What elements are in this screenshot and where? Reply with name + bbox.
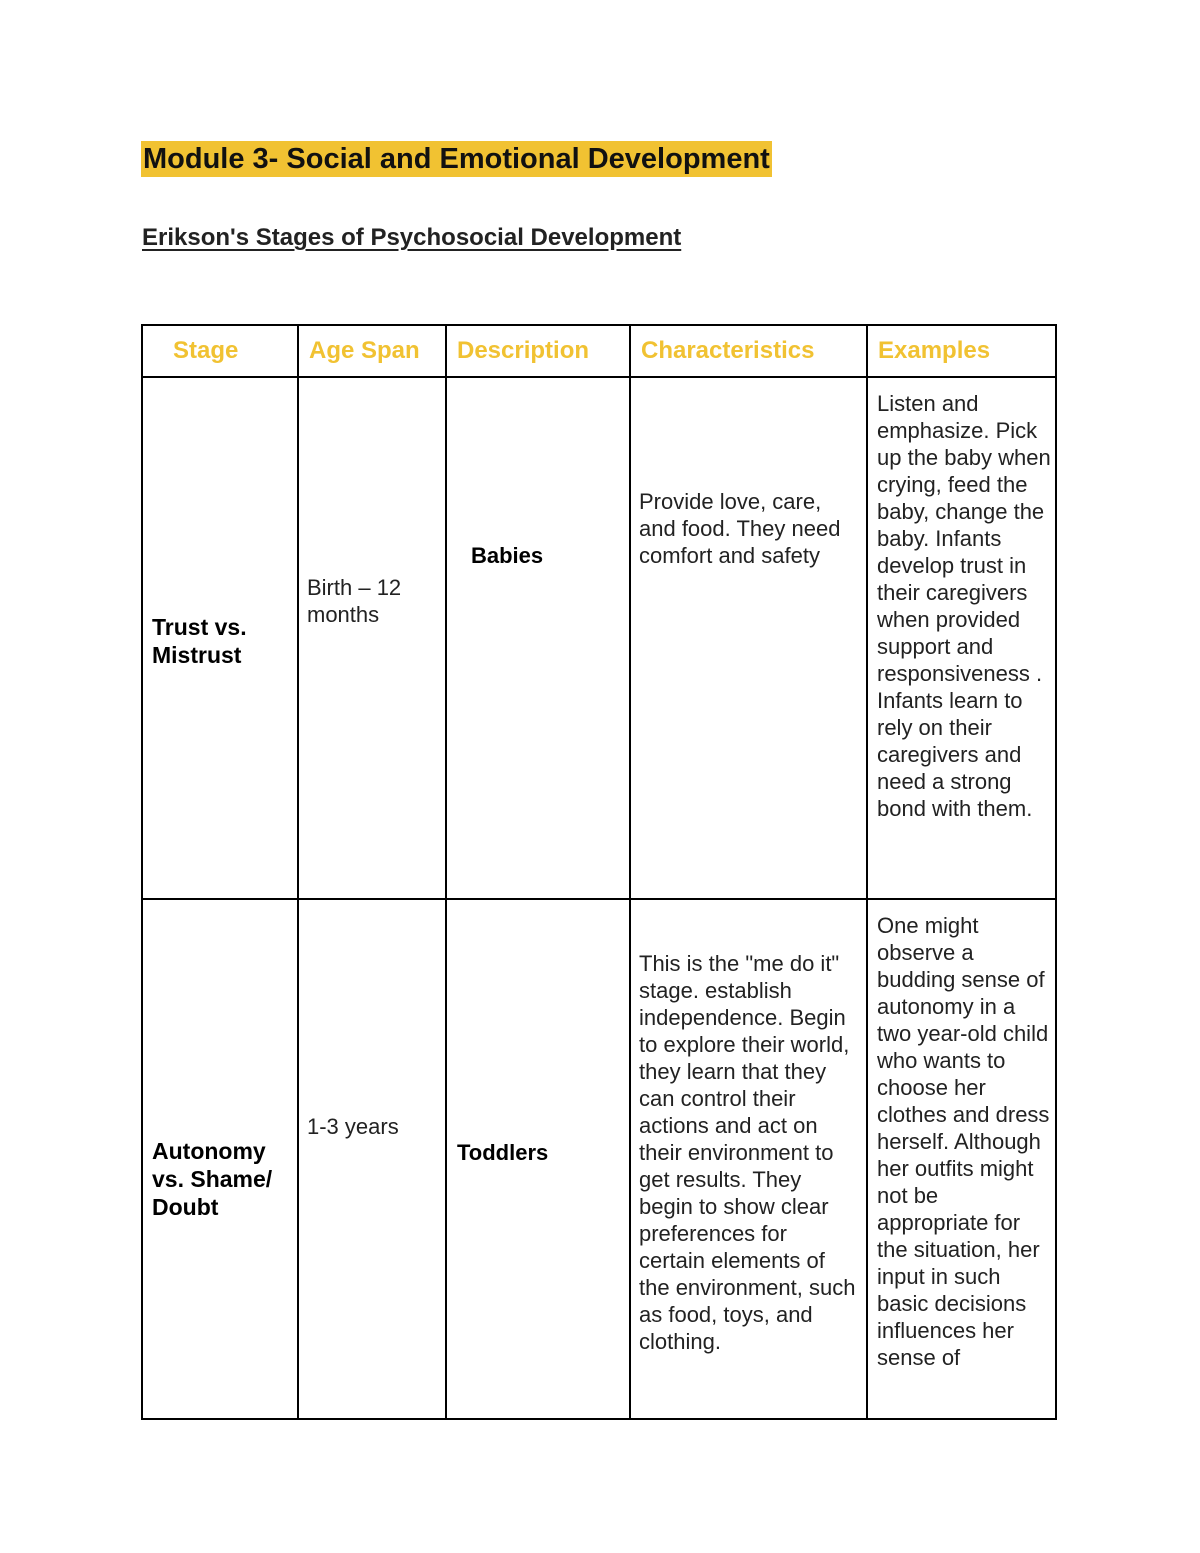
- stage-text: Autonomy vs. Shame/ Doubt: [152, 1138, 273, 1220]
- table-header-row: [142, 325, 1056, 377]
- table-row: [142, 377, 1056, 899]
- stage-cell: [142, 377, 298, 899]
- column-header-description: Description: [446, 325, 630, 377]
- module-title: Module 3- Social and Emotional Development: [143, 143, 770, 175]
- age-span-text: Birth – 12 months: [307, 575, 402, 627]
- characteristics-cell: [630, 377, 867, 899]
- characteristics-text: Provide love, care, and food. They need comfort and safety: [639, 489, 841, 568]
- description-cell: [446, 899, 630, 1419]
- age-span-cell: [298, 377, 446, 899]
- column-header-characteristics: Characteristics: [630, 325, 867, 377]
- column-header-stage: Stage: [142, 325, 298, 377]
- age-span-cell: [298, 899, 446, 1419]
- erikson-stages-table: [141, 324, 1055, 1420]
- section-title: Erikson's Stages of Psychosocial Development: [142, 224, 682, 251]
- column-header-age-span: Age Span: [298, 325, 446, 377]
- column-header-examples: Examples: [867, 325, 1056, 377]
- characteristics-text: This is the "me do it" stage. establish independence. Begin to explore their world, they learn that they can control their actions and act on their environment to get results. They begin to show clear preferences for certain elements of the environment, such as food, toys, and clothing.: [639, 950, 856, 1354]
- examples-cell: One might observe a budding sense of autonomy in a two year-old child who wants to choose her clothes and dress herself. Although her outfits might not be appropriate for the situation, her input in such basic decisions influences her sense of: [867, 899, 1056, 1419]
- stage-text: Trust vs. Mistrust: [152, 614, 247, 668]
- stage-cell: [142, 899, 298, 1419]
- description-text: Babies: [471, 543, 544, 568]
- table-row: [142, 899, 1056, 1419]
- description-cell: [446, 377, 630, 899]
- characteristics-cell: [630, 899, 867, 1419]
- examples-cell: Listen and emphasize. Pick up the baby when crying, feed the baby, change the baby. Infants develop trust in their caregivers when provided support and responsiveness . Infants learn to rely on their caregivers and need a strong bond with them.: [867, 377, 1056, 899]
- age-span-text: 1-3 years: [307, 1114, 399, 1139]
- description-text: Toddlers: [457, 1139, 549, 1165]
